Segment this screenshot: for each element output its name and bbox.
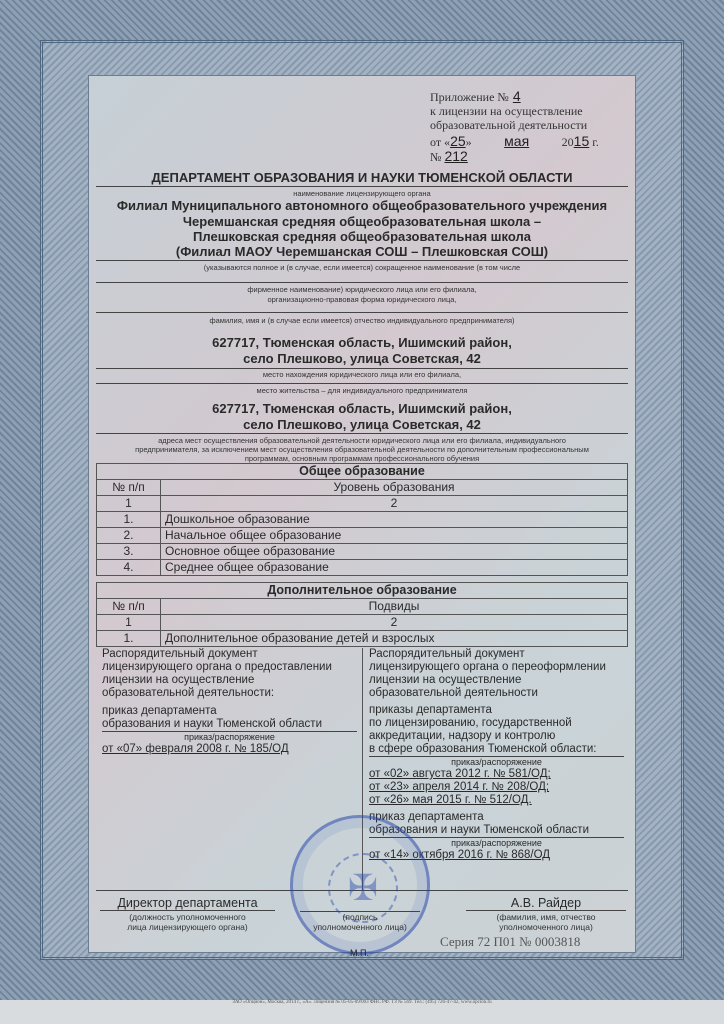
location-line: 627717, Тюменская область, Ишимский район, [212,335,512,350]
appendix-line3: образовательной деятельности [430,118,588,132]
year-end: г. [592,135,599,149]
official-seal [290,815,430,955]
column-header: № п/п [97,480,161,496]
reissue-order: от «26» мая 2015 г. № 512/ОД. [369,794,532,806]
divider [96,186,628,187]
index-cell: 1 [97,615,161,631]
org-caption: организационно-правовая форма юридического лица, [267,295,457,304]
name-caption: (фамилия, имя, отчество [496,912,596,922]
column-header: № п/п [97,599,161,615]
column-header: Уровень образования [161,480,628,496]
activity-caption: предпринимателя, за исключением мест осуществления образовательной деятельности по дополнительным профессиональным [135,445,589,454]
org-name-line: Филиал Муниципального автономного общеобразовательного учреждения [116,198,608,213]
license-number: 212 [444,148,468,164]
text-line: образовательной деятельности: [102,687,275,699]
date-day: 25 [450,133,466,149]
reissue-order: от «23» апреля 2014 г. № 208/ОД; [369,781,550,793]
index-cell: 2 [161,496,628,512]
org-caption: фамилия, имя и (в случае если имеется) отчество индивидуального предпринимателя) [209,316,515,325]
column-header: Подвиды [161,599,628,615]
year-prefix: 20 [561,135,574,149]
order-caption: приказ/распоряжение [451,838,542,848]
table-row [97,544,628,560]
index-cell: 2 [161,615,628,631]
grant-document [102,648,357,756]
activity-caption: адреса мест осуществления образовательной деятельности юридического лица или его филиала, индивидуального [158,436,566,445]
grant-order: от «07» февраля 2008 г. № 185/ОД [102,743,289,755]
order-caption: приказ/распоряжение [451,757,542,767]
seal-label: М.П. [350,948,369,958]
row-level: Основное общее образование [161,544,628,560]
reissue-order: от «02» августа 2012 г. № 581/ОД; [369,768,551,780]
org-name-line: (Филиал МАОУ Черемшанская СОШ – Плешковская СОШ) [175,244,549,259]
form-series-number: Серия 72 П01 № 0003818 [440,934,581,949]
org-caption: (указываются полное и (в случае, если имеется) сокращенное наименование (в том числе [203,263,521,272]
index-cell: 1 [97,496,161,512]
text-line: приказы департамента [369,704,492,716]
activity-address-line: 627717, Тюменская область, Ишимский район, [212,401,512,416]
row-number: 3. [97,544,161,560]
row-level: Дошкольное образование [161,512,628,528]
text-line: лицензирующего органа о переоформлении [369,661,606,673]
row-subtype: Дополнительное образование детей и взрослых [161,631,628,647]
row-level: Начальное общее образование [161,528,628,544]
location-caption: место нахождения юридического лица или его филиала, [262,370,462,379]
year-suffix: 15 [573,133,590,149]
appendix-label: Приложение № [430,90,509,104]
table-row [97,631,628,647]
row-level: Среднее общее образование [161,560,628,576]
text-line: образования и науки Тюменской области [369,824,624,838]
authority-caption: наименование лицензирующего органа [293,189,431,198]
appendix-number: 4 [512,88,521,104]
divider [96,312,628,313]
location-line: село Плешково, улица Советская, 42 [243,351,481,366]
text-line: приказ департамента [369,811,484,823]
text-line: Распорядительный документ [369,648,525,660]
name-caption: уполномоченного лица) [499,922,593,932]
row-number: 1. [97,631,161,647]
no-label: № [430,150,442,164]
text-line: приказ департамента [102,705,217,717]
signatory-name: А.В. Райдер [466,896,626,911]
printer-imprint: ЗАО «Опцион», Москва, 2014 г., «А». Лицензия № 05-05-09/003 ФНС РФ. ТЗ № 569. Тел.: (495) 726-47-42, www.opcion.ru [232,1000,492,1005]
additional-education-table [96,582,628,647]
reissue-order: от «14» октября 2016 г. № 868/ОД [369,849,551,861]
text-line: Распорядительный документ [102,648,258,660]
reissue-document [369,648,624,862]
row-number: 2. [97,528,161,544]
activity-address-line: село Плешково, улица Советская, 42 [243,417,481,432]
text-line: образовательной деятельности [369,687,538,699]
eagle-emblem-icon: ✠ [328,853,398,923]
table-row [97,512,628,528]
signatory-position: Директор департамента [100,896,275,911]
text-line: лицензии на осуществление [369,674,522,686]
position-caption: (должность уполномоченного [129,912,246,922]
table-title: Дополнительное образование [97,583,628,599]
sign-caption: (подпись [342,912,378,922]
divider [96,282,628,283]
org-name-line: Плешковская средняя общеобразовательная школа [193,229,531,244]
general-education-table [96,463,628,576]
sign-caption: уполномоченного лица) [313,922,407,932]
org-caption: фирменное наименование) юридического лица или его филиала, [247,285,477,294]
divider [96,383,628,384]
row-number: 1. [97,512,161,528]
date-mid: » [465,135,472,149]
text-line: аккредитации, надзору и контролю [369,730,556,742]
text-line: лицензирующего органа о предоставлении [102,661,332,673]
org-name-line: Черемшанская средняя общеобразовательная школа – [182,214,542,229]
divider [96,433,628,434]
authority-name: ДЕПАРТАМЕНТ ОБРАЗОВАНИЯ И НАУКИ ТЮМЕНСКОЙ ОБЛАСТИ [151,170,573,185]
text-line: образования и науки Тюменской области [102,718,357,732]
date-month: мая [504,133,530,149]
row-number: 4. [97,560,161,576]
text-line: лицензии на осуществление [102,674,255,686]
text-line: по лицензированию, государственной [369,717,572,729]
order-caption: приказ/распоряжение [184,732,275,742]
activity-caption: программам, основным программам профессионального обучения [244,454,480,463]
appendix-line2: к лицензии на осуществление [430,104,583,118]
text-line: в сфере образования Тюменской области: [369,743,624,757]
divider [96,260,628,261]
table-row [97,560,628,576]
date-prefix: от « [430,135,451,149]
table-row [97,528,628,544]
position-caption: лица лицензирующего органа) [127,922,248,932]
table-title: Общее образование [97,464,628,480]
location-caption: место жительства – для индивидуального предпринимателя [256,386,468,395]
divider [96,368,628,369]
